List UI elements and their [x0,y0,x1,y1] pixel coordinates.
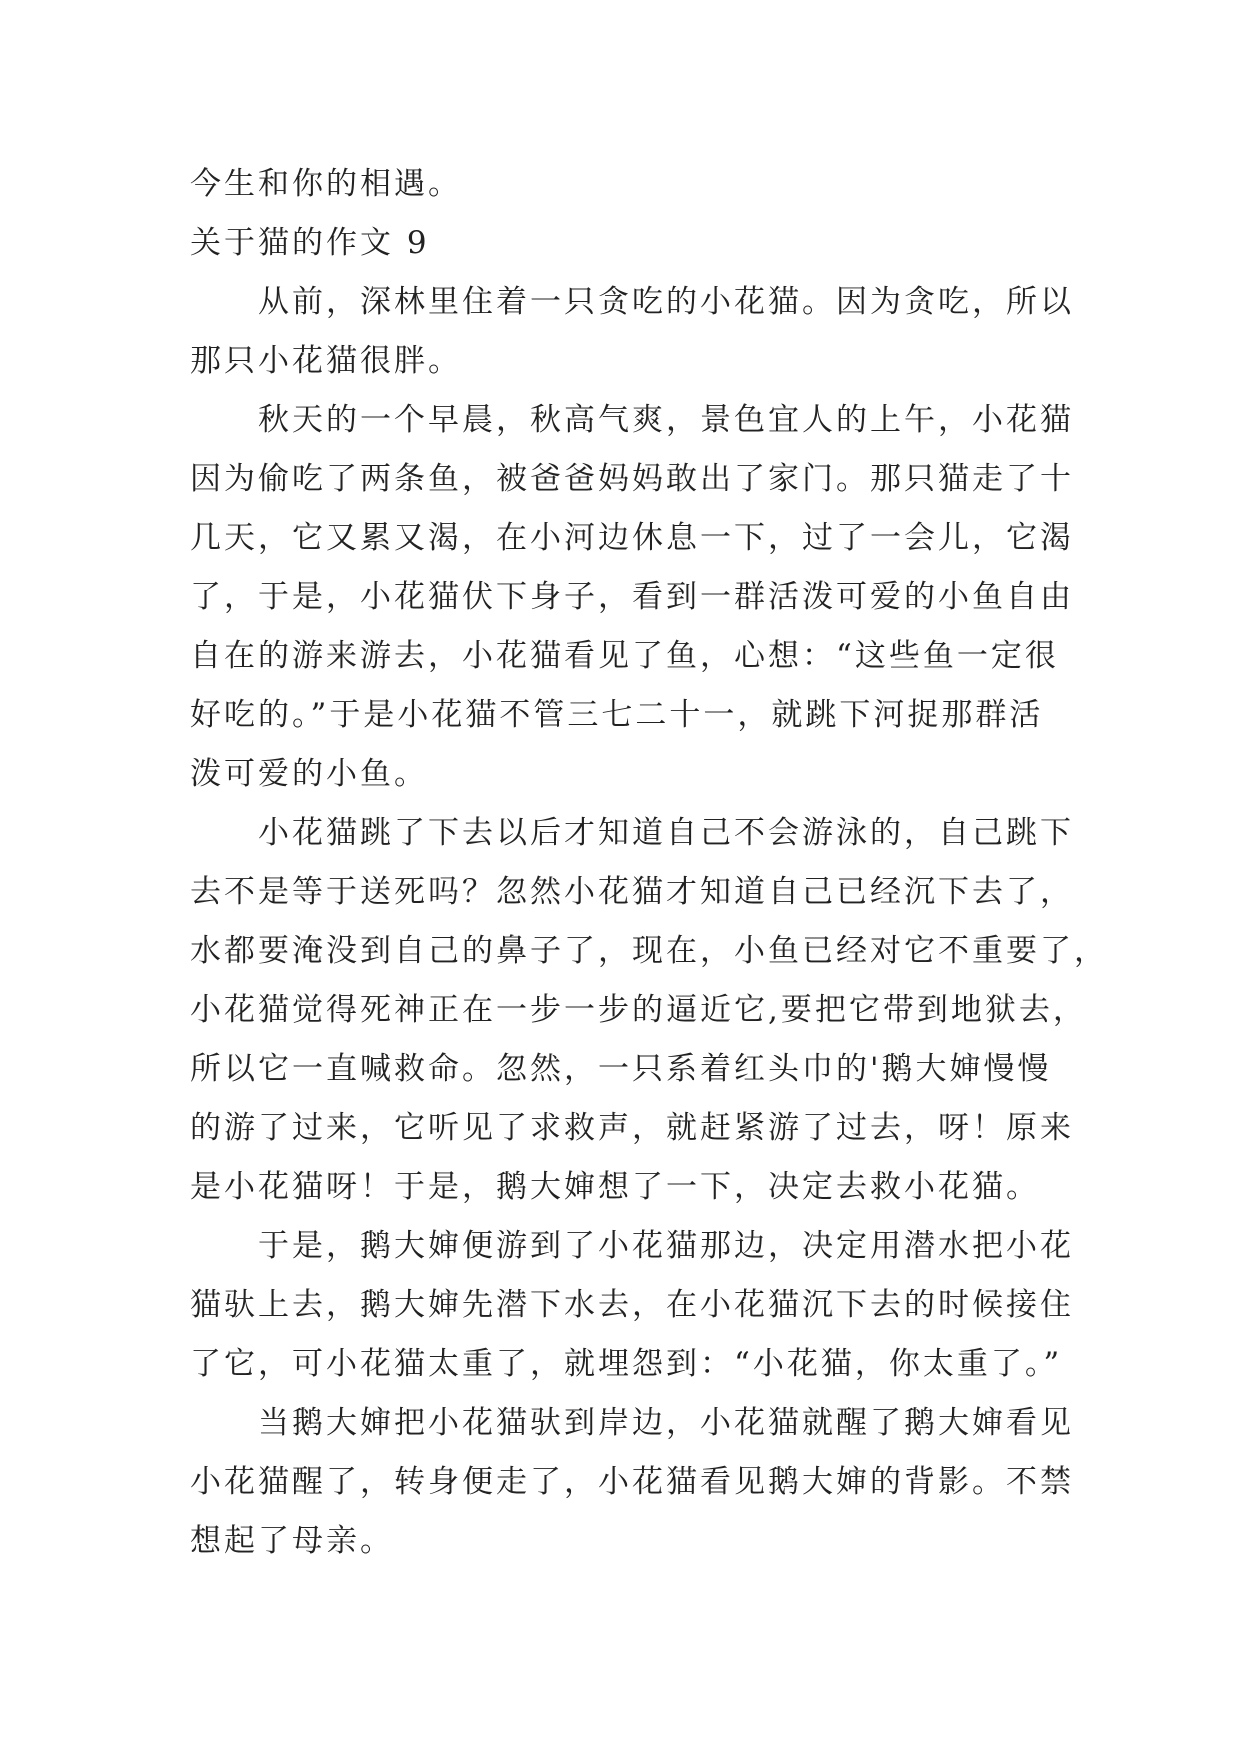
text-line: 今生和你的相遇。 [190,166,462,202]
paragraph-5 [190,1394,1074,1571]
text-line: 猫驮上去，鹅大婶先潜下水去，在小花猫沉下去的时候接住 [190,1287,1074,1323]
text-line: 小花猫觉得死神正在一步一步的逼近它,要把它带到地狱去， [190,992,1087,1028]
essay-title: 关于猫的作文 9 [190,225,430,261]
text-line: 因为偷吃了两条鱼，被爸爸妈妈敢出了家门。那只猫走了十 [190,461,1074,497]
text-line: 秋天的一个早晨，秋高气爽，景色宜人的上午，小花猫 [258,402,1074,438]
text-line: 几天，它又累又渴，在小河边休息一下，过了一会儿，它渴 [190,520,1074,556]
text-line: 从前，深林里住着一只贪吃的小花猫。因为贪吃，所以 [258,284,1074,320]
paragraph-2 [190,391,1074,804]
paragraph-1 [190,273,1074,391]
text-line: 了它，可小花猫太重了，就埋怨到：“小花猫，你太重了。” [190,1346,1063,1382]
text-line: 的游了过来，它听见了求救声，就赶紧游了过去，呀！原来 [190,1110,1074,1146]
text-line: 是小花猫呀！于是，鹅大婶想了一下，决定去救小花猫。 [190,1169,1040,1205]
text-line: 好吃的。”于是小花猫不管三七二十一，就跳下河捉那群活 [190,697,1044,733]
text-line: 想起了母亲。 [190,1523,394,1559]
text-line: 那只小花猫很胖。 [190,343,462,379]
essay-heading [190,214,1050,273]
text-line: 于是，鹅大婶便游到了小花猫那边，决定用潜水把小花 [258,1228,1074,1264]
text-line: 泼可爱的小鱼。 [190,756,428,792]
text-line: 小花猫醒了，转身便走了，小花猫看见鹅大婶的背影。不禁 [190,1464,1074,1500]
document-body [190,155,1108,1571]
text-line: 当鹅大婶把小花猫驮到岸边，小花猫就醒了鹅大婶看见 [258,1405,1074,1441]
text-line: 去不是等于送死吗？忽然小花猫才知道自己已经沉下去了， [190,874,1074,910]
text-line: 小花猫跳了下去以后才知道自己不会游泳的，自己跳下 [258,815,1074,851]
text-line: 水都要淹没到自己的鼻子了，现在，小鱼已经对它不重要了， [190,933,1108,969]
paragraph-4 [190,1217,1074,1394]
paragraph-3 [190,804,1108,1217]
continuation-text [190,155,1050,214]
text-line: 了，于是，小花猫伏下身子，看到一群活泼可爱的小鱼自由 [190,579,1074,615]
text-line: 自在的游来游去，小花猫看见了鱼，心想：“这些鱼一定很 [190,638,1059,674]
text-line: 所以它一直喊救命。忽然，一只系着红头巾的'鹅大婶慢慢 [190,1051,1052,1087]
